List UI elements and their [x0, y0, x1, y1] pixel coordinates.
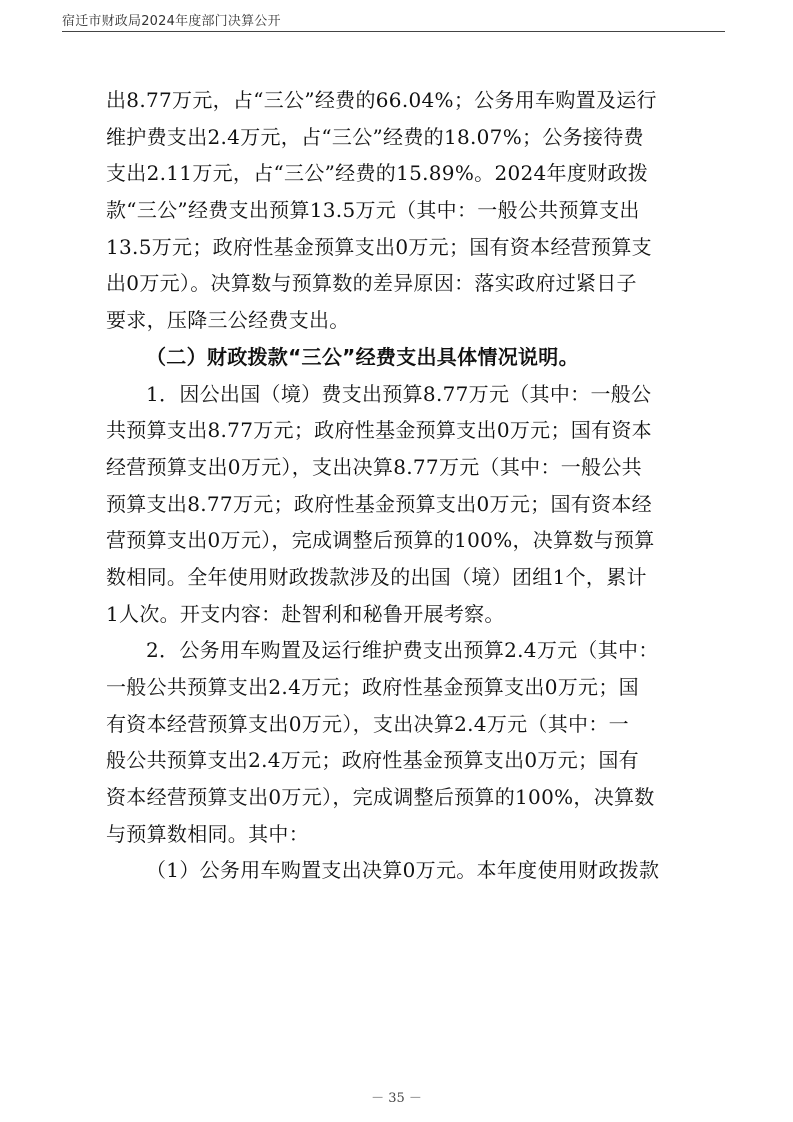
paragraph-line: 维护费支出2.4万元，占“三公”经费的18.07%；公务接待费 [106, 124, 644, 149]
paragraph-line: 资本经营预算支出0万元），完成调整后预算的100%，决算数 [106, 785, 655, 810]
paragraph-line: 13.5万元；政府性基金预算支出0万元；国有资本经营预算支 [106, 234, 652, 259]
paragraph-line: 一般公共预算支出2.4万元；政府性基金预算支出0万元；国 [106, 675, 639, 699]
paragraph-line: 要求，压降三公经费支出。 [106, 308, 350, 333]
page-number: － 35 － [371, 1091, 422, 1106]
paragraph-line: 出8.77万元，占“三公”经费的66.04%；公务用车购置及运行 [106, 88, 657, 112]
page-header-title: 宿迁市财政局2024年度部门决算公开 [62, 14, 281, 29]
paragraph-line: 与预算数相同。其中： [106, 821, 309, 846]
paragraph-line: 1人次。开支内容：赴智利和秘鲁开展考察。 [106, 601, 505, 626]
paragraph-line: 支出2.11万元，占“三公”经费的15.89%。2024年度财政拨 [106, 161, 649, 186]
paragraph-line: 款“三公”经费支出预算13.5万元（其中：一般公共预算支出 [106, 198, 640, 223]
paragraph-line: 预算支出8.77万元；政府性基金预算支出0万元；国有资本经 [106, 491, 652, 516]
header-divider [62, 31, 725, 32]
paragraph-line: （1）公务用车购置支出决算0万元。本年度使用财政拨款 [146, 858, 660, 883]
paragraph-line: 有资本经营预算支出0万元），支出决算2.4万元（其中：一 [106, 711, 629, 736]
paragraph-line: 1．因公出国（境）费支出预算8.77万元（其中：一般公 [146, 381, 652, 406]
paragraph-line: 出0万元）。决算数与预算数的差异原因：落实政府过紧日子 [106, 271, 637, 296]
section-heading: （二）财政拨款“三公”经费支出具体情况说明。 [146, 344, 579, 369]
paragraph-line: 营预算支出0万元），完成调整后预算的100%，决算数与预算 [106, 528, 655, 553]
paragraph-line: 共预算支出8.77万元；政府性基金预算支出0万元；国有资本 [106, 418, 652, 443]
paragraph-line: 数相同。全年使用财政拨款涉及的出国（境）团组1个，累计 [106, 564, 647, 589]
paragraph-line: 2．公务用车购置及运行维护费支出预算2.4万元（其中： [146, 638, 659, 663]
paragraph-line: 般公共预算支出2.4万元；政府性基金预算支出0万元；国有 [106, 748, 639, 773]
paragraph-line: 经营预算支出0万元），支出决算8.77万元（其中：一般公共 [106, 454, 642, 479]
document-body [106, 82, 696, 889]
